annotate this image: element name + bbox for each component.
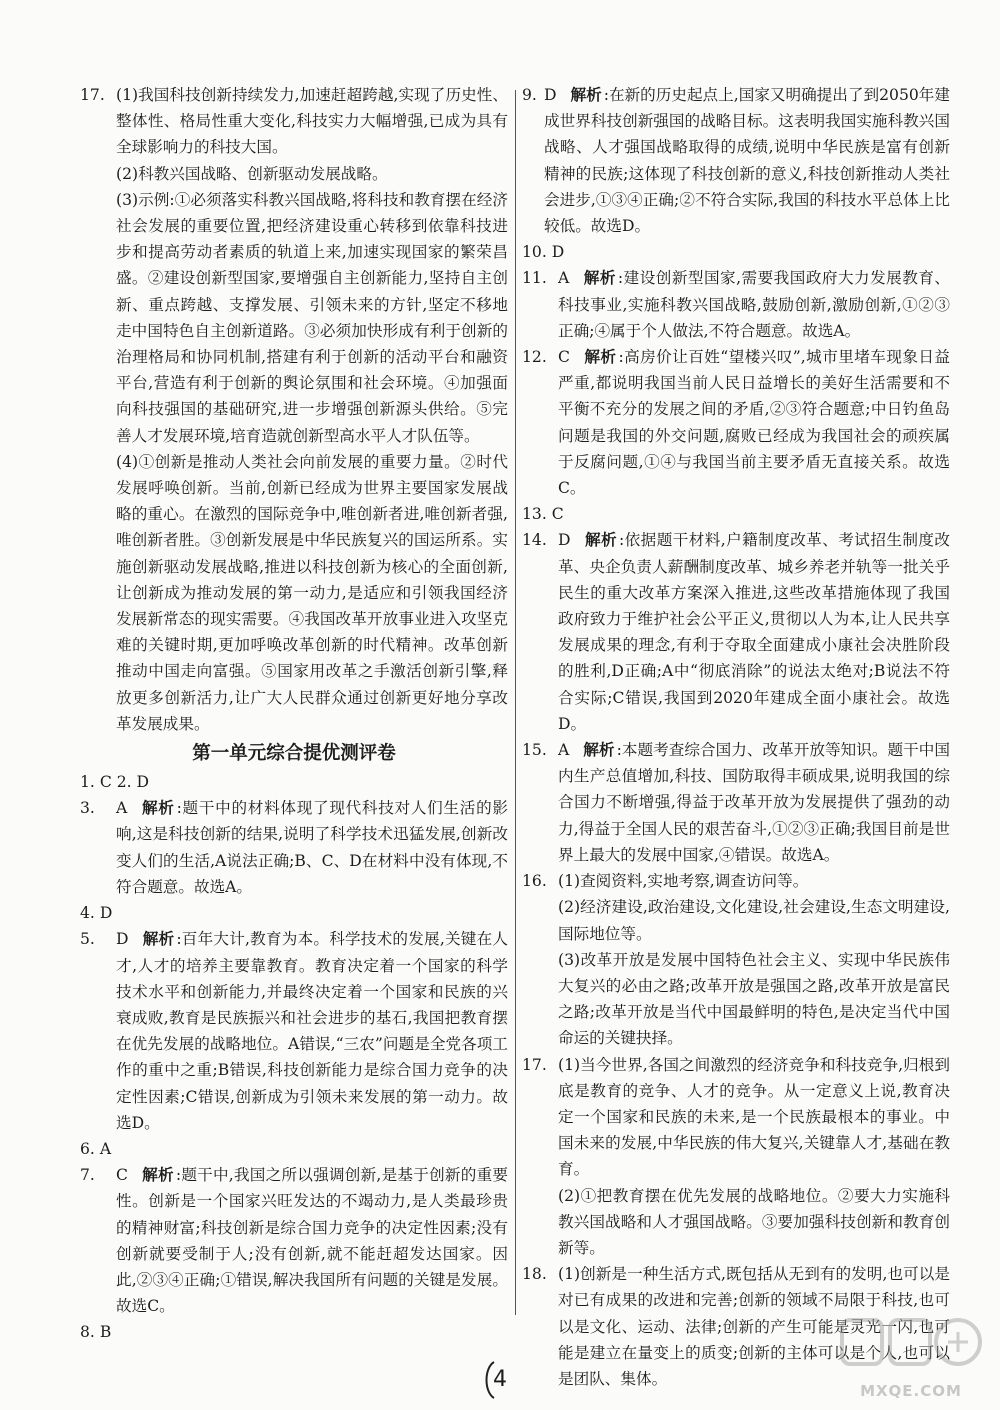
analysis-text: :高房价让百姓“望楼兴叹”,城市里堵车现象日益严重,都说明我国当前人民日益增长的美好生活需要和不平衡不充分的发展之间的矛盾,②③符合题意;中日钓鱼岛问题是我国的外交问题,腐败已经成为我国社会的顽疾属于反腐问题,①④与我国当前主要矛盾无直接关系。故选C。	[558, 348, 950, 498]
item-body	[558, 344, 950, 501]
sub-answer-1: (1)创新是一种生活方式,既包括从无到有的发明,也可以是对已有成果的改进和完善;创新的领域不局限于科技,也可以是文化、运动、法律;创新的产生可能是灵光一闪,也可能是建立在量变上的质变;创新的主体可以是个人,也可以是团队、集体。	[558, 1265, 950, 1388]
item-number: 18.	[522, 1265, 547, 1284]
answer-item-14	[522, 527, 950, 737]
item-number: 17.	[522, 1055, 547, 1074]
analysis-label: 解析	[583, 740, 615, 760]
answer-item-17-left	[80, 82, 508, 737]
analysis-text: :题干中,我国之所以强调创新,是基于创新的重要性。创新是一个国家兴旺发达的不竭动力,是人类最珍贵的精神财富;科技创新是综合国力竞争的决定性因素;没有创新就要受制于人;没有创新,就不能赶超发达国家。因此,②③④正确;①错误,解决我国所有问题的关键是发展。故选C。	[116, 1166, 508, 1316]
answer-item-11	[522, 265, 950, 344]
item-number: 7.	[80, 1166, 95, 1185]
answer-choice: D	[558, 531, 571, 550]
item-number: 14.	[522, 531, 547, 550]
analysis-label: 解析	[583, 268, 616, 288]
item-number: 3.	[80, 799, 95, 818]
analysis-label: 解析	[584, 530, 617, 550]
answer-item-15	[522, 737, 950, 868]
page-number: 4	[493, 1367, 507, 1392]
item-body: 8. B	[80, 1323, 112, 1342]
answer-choice: D	[544, 86, 557, 104]
analysis-label: 解析	[142, 929, 175, 949]
analysis-label: 解析	[570, 85, 602, 104]
item-number: 9.	[522, 86, 537, 104]
analysis-text: :题干中的材料体现了现代科技对人们生活的影响,这是科技创新的结果,说明了科学技术迅猛发展,创新改变人们的生活,A说法正确;B、C、D在材料中没有体现,不符合题意。故选A。	[116, 799, 508, 896]
sub-answer-1: (1)当今世界,各国之间激烈的经济竞争和科技竞争,归根到底是教育的竞争、人才的竞争。从一定意义上说,教育决定一个国家和民族的未来,是一个民族最根本的事业。中国未来的发展,中华民族的伟大复兴,关键靠人才,基础在教育。	[558, 1055, 950, 1179]
watermark-text: MXQE.COM	[860, 1382, 962, 1400]
sub-answer-3: (3)示例:①必须落实科教兴国战略,将科技和教育摆在经济社会发展的重要位置,把经济建设重心转移到依靠科技进步和提高劳动者素质的轨道上来,加速实现国家的繁荣昌盛。②建设创新型国家,要增强自主创新能力,坚持自主创新、重点跨越、支撑发展、引领未来的方针,坚定不移地走中国特色自主创新道路。③必须加快形成有利于创新的治理格局和协同机制,搭建有利于创新的活动平台和融资平台,营造有利于创新的舆论氛围和社会环境。④加强面向科技强国的基础研究,进一步增强创新源头供给。⑤完善人才发展环境,培育造就创新型高水平人才队伍等。	[116, 190, 508, 445]
answer-item-7	[80, 1162, 508, 1319]
answer-item-1-2	[80, 769, 508, 795]
item-body	[116, 1162, 508, 1319]
analysis-text: :本题考查综合国力、改革开放等知识。题干中国内生产总值增加,科技、国防取得丰硕成果,说明我国的综合国力不断增强,得益于改革开放为发展提供了强劲的动力,得益于全国人民的艰苦奋斗,①②③正确;我国目前是世界上最大的发展中国家,④错误。故选A。	[558, 741, 950, 864]
sub-answer-2: (2)经济建设,政治建设,文化建设,社会建设,生态文明建设,国际地位等。	[558, 898, 950, 943]
item-body	[116, 82, 508, 737]
answer-item-3	[80, 795, 508, 900]
analysis-label: 解析	[141, 1165, 174, 1185]
item-body: 4. D	[80, 904, 113, 923]
item-body: 13. C	[522, 505, 564, 524]
answer-choice: A	[558, 741, 570, 760]
item-number: 16.	[522, 872, 547, 891]
analysis-text: :建设创新型国家,需要我国政府大力发展教育、科技事业,实施科教兴国战略,鼓励创新,激励创新,①②③正确;④属于个人做法,不符合题意。故选A。	[558, 269, 950, 340]
item-body	[558, 1052, 950, 1262]
right-column	[522, 82, 950, 1392]
answer-choice: A	[558, 269, 570, 288]
item-number: 11.	[522, 269, 547, 288]
item-body	[116, 926, 508, 1136]
answer-item-5	[80, 926, 508, 1136]
sub-answer-4: (4)①创新是推动人类社会向前发展的重要力量。②时代发展呼唤创新。当前,创新已经成为世界主要国家发展战略的重心。在激烈的国际竞争中,唯创新者进,唯创新者强,唯创新者胜。③创新发展是中华民族复兴的国运所系。实施创新驱动发展战略,推进以科技创新为核心的全面创新,让创新成为推动发展的第一动力,是适应和引领我国经济发展新常态的现实需要。④我国改革开放事业进入攻坚克难的关键时期,更加呼唤改革创新的时代精神。改革创新推动中国走向富强。⑤国家用改革之手激活创新引擎,释放更多创新活力,让广大人民群众通过创新更好地分享改革发展成果。	[116, 452, 508, 733]
item-body: 1. C 2. D	[80, 773, 150, 792]
item-body	[558, 527, 950, 737]
item-number: 17.	[80, 86, 105, 104]
answer-item-4	[80, 900, 508, 926]
answer-item-8	[80, 1319, 508, 1345]
sub-answer-2: (2)①把教育摆在优先发展的战略地位。②要大力实施科教兴国战略和人才强国战略。③要加强科技创新和教育创新等。	[558, 1186, 950, 1257]
answer-item-13	[522, 501, 950, 527]
item-body: 10. D	[522, 243, 565, 262]
answer-choice: C	[558, 348, 570, 367]
item-body	[116, 795, 508, 900]
analysis-text: :在新的历史起点上,国家又明确提出了到2050年建成世界科技创新强国的战略目标。这表明我国实施科教兴国战略、人才强国战略取得的成绩,说明中华民族是富有创新精神的民族;这体现了科技创新的意义,科技创新推动人类社会进步,①③④正确;②不符合实际,我国的科技水平总体上比较低。故选D。	[544, 86, 950, 236]
analysis-label: 解析	[583, 347, 617, 367]
answer-choice: A	[116, 799, 128, 818]
sub-answer-2: (2)科教兴国战略、创新驱动发展战略。	[116, 164, 388, 183]
item-body	[558, 737, 950, 868]
item-body: 6. A	[80, 1139, 112, 1158]
analysis-label: 解析	[141, 798, 175, 818]
item-number: 15.	[522, 741, 547, 760]
answer-item-9	[522, 82, 950, 239]
section-title: 第一单元综合提优测评卷	[192, 743, 396, 765]
answer-choice: C	[116, 1166, 128, 1185]
item-number: 12.	[522, 348, 547, 367]
column-divider	[515, 90, 516, 1315]
answer-item-16	[522, 868, 950, 1051]
sub-answer-1: (1)查阅资料,实地考察,调查访问等。	[558, 872, 809, 891]
left-column	[80, 82, 508, 1346]
item-body	[558, 265, 950, 344]
sub-answer-3: (3)改革开放是发展中国特色社会主义、实现中华民族伟大复兴的必由之路;改革开放是强国之路,改革开放是富民之路;改革开放是当代中国最鲜明的特色,是决定当代中国命运的关键抉择。	[558, 950, 950, 1048]
answer-choice: D	[116, 930, 129, 949]
answer-item-17-right	[522, 1052, 950, 1262]
item-number: 5.	[80, 930, 95, 949]
answer-item-6	[80, 1136, 508, 1162]
watermark-logo	[836, 1312, 986, 1402]
item-body	[558, 868, 950, 1051]
analysis-text: :百年大计,教育为本。科学技术的发展,关键在人才,人才的培养主要靠教育。教育决定着一个国家的科学技术水平和创新能力,并最终决定着一个国家和民族的兴衰成败,教育是民族振兴和社会进步的基石,我国把教育摆在优先发展的战略地位。A错误,“三农”问题是全党各项工作的重中之重;B错误,科技创新能力是综合国力竞争的决定性因素;C错误,创新成为引领未来发展的第一动力。故选D。	[116, 930, 508, 1132]
answer-item-10	[522, 239, 950, 265]
analysis-text: :依据题干材料,户籍制度改革、考试招生制度改革、央企负责人薪酬制度改革、城乡养老并轨等一批关乎民生的重大改革方案深入推进,这些改革措施体现了我国政府致力于维护社会公平正义,贯彻以人为本,让人民共享发展成果的理念,有利于夺取全面建成小康社会决胜阶段的胜利,D正确;A中“彻底消除”的说法太绝对;B说法不符合实际;C错误,我国到2020年建成全面小康社会。故选D。	[558, 531, 950, 733]
sub-answer-1: (1)我国科技创新持续发力,加速赶超跨越,实现了历史性、整体性、格局性重大变化,科技实力大幅增强,已成为具有全球影响力的科技大国。	[116, 86, 508, 157]
watermark-stamp-icon	[836, 1312, 986, 1382]
item-body	[544, 82, 950, 239]
answer-item-12	[522, 344, 950, 501]
